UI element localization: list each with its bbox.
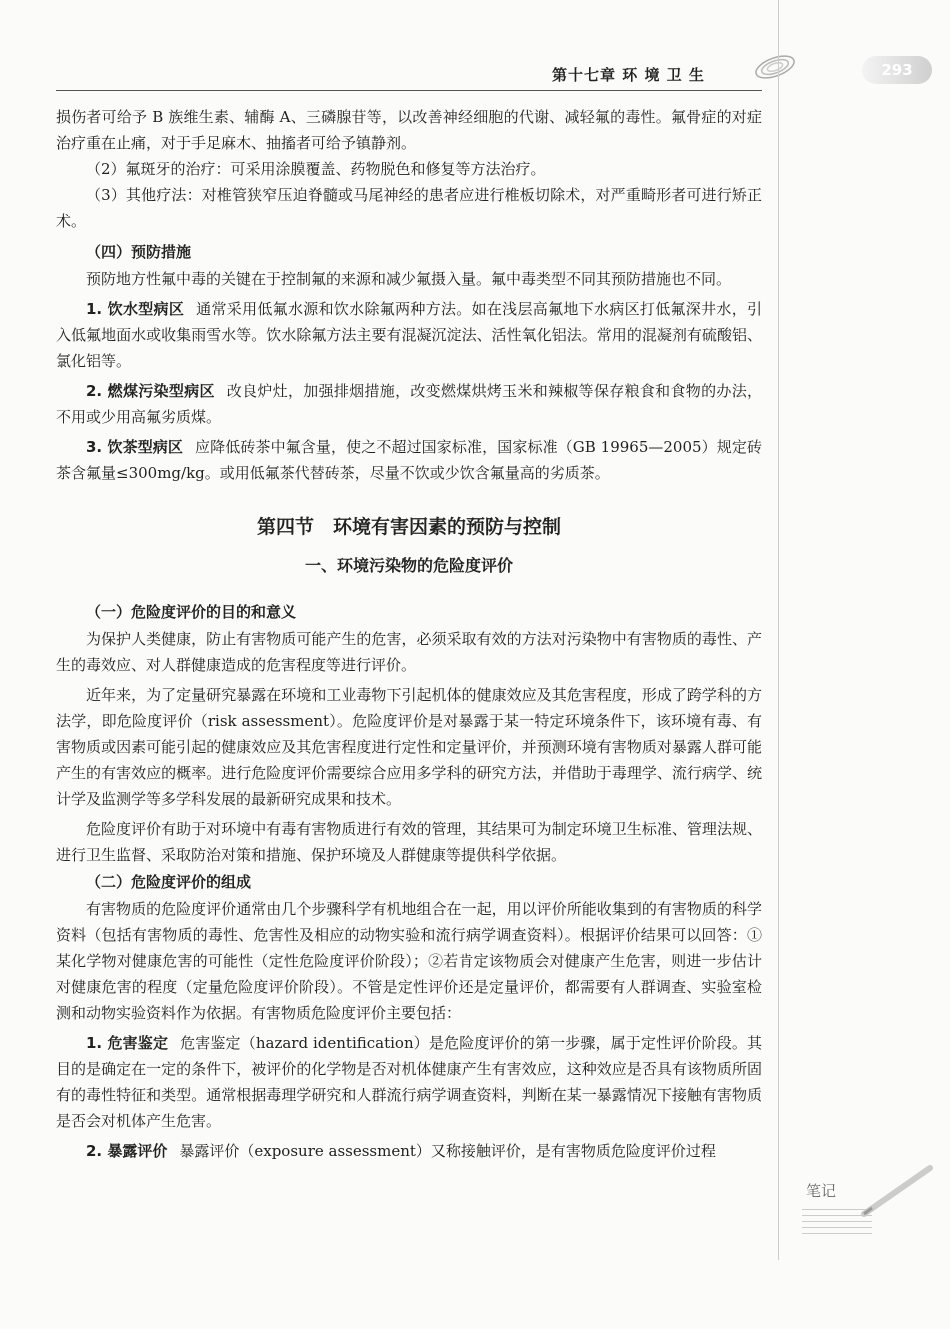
paragraph: 损伤者可给予 B 族维生素、辅酶 A、三磷腺苷等，以改善神经细胞的代谢、减轻氟的毒性。氟骨症的对症治疗重在止痛，对于手足麻木、抽搐者可给予镇静剂。 xyxy=(56,108,762,152)
header-rule xyxy=(56,90,762,91)
heading-components: （二）危险度评价的组成 xyxy=(86,873,252,891)
item-text: 通常采用低氟水源和饮水除氟两种方法。如在浅层高氟地下水病区打低氟深井水，引入低氟地面水或收集雨雪水等。饮水除氟方法主要有混凝沉淀法、活性氧化铝法。常用的混凝剂有硫酸铝、氯化铝等。 xyxy=(56,300,762,370)
subsection-title: 一、环境污染物的危险度评价 xyxy=(304,556,513,575)
margin-rule xyxy=(778,0,779,1260)
item-lead: 1. 饮水型病区 xyxy=(86,300,185,318)
swirl-logo-icon xyxy=(752,44,798,90)
list-item xyxy=(56,296,762,374)
list-item xyxy=(56,1030,762,1134)
item-text: 改良炉灶，加强排烟措施，改变燃煤烘烤玉米和辣椒等保存粮食和食物的办法，不用或少用高氟劣质煤。 xyxy=(56,382,762,426)
list-item xyxy=(56,378,762,430)
page-content xyxy=(56,104,762,1164)
page-number: 293 xyxy=(862,56,932,84)
paragraph: 为保护人类健康，防止有害物质可能产生的危害，必须采取有效的方法对污染物中有害物质的毒性、产生的毒效应、对人群健康造成的危害程度等进行评价。 xyxy=(56,630,762,674)
heading-prevention: （四）预防措施 xyxy=(86,243,192,261)
notes-label: 笔记 xyxy=(806,1182,837,1200)
item-text: 暴露评价（exposure assessment）又称接触评价，是有害物质危险度评价过程 xyxy=(179,1142,716,1160)
paragraph: 预防地方性氟中毒的关键在于控制氟的来源和减少氟摄入量。氟中毒类型不同其预防措施也不同。 xyxy=(86,270,732,288)
item-lead: 2. 燃煤污染型病区 xyxy=(86,382,215,400)
paragraph: 有害物质的危险度评价通常由几个步骤科学有机地组合在一起，用以评价所能收集到的有害物质的科学资料（包括有害物质的毒性、危害性及相应的动物实验和流行病学调查资料）。根据评价结果可以回答：①某化学物对健康危害的可能性（定性危险度评价阶段）；②若肯定该物质会对健康产生危害，则进一步估计对健康危害的程度（定量危险度评价阶段）。不管是定性评价还是定量评价，都需要有人群调查、实验室检测和动物实验资料作为依据。有害物质危险度评价主要包括： xyxy=(56,900,762,1022)
item-lead: 3. 饮茶型病区 xyxy=(86,438,184,456)
chapter-header: 第十七章 环 境 卫 生 xyxy=(552,66,705,84)
list-item xyxy=(56,434,762,486)
notes-margin xyxy=(798,1160,938,1240)
item-text: 危害鉴定（hazard identification）是危险度评价的第一步骤，属于定性评价阶段。其目的是确定在一定的条件下，被评价的化学物是否对机体健康产生有害效应，这种效应是否具有该物质所固有的毒性特征和类型。通常根据毒理学研究和人群流行病学调查资料，判断在某一暴露情况下接触有害物质是否会对机体产生危害。 xyxy=(56,1034,763,1130)
paragraph: 近年来，为了定量研究暴露在环境和工业毒物下引起机体的健康效应及其危害程度，形成了跨学科的方法学，即危险度评价（risk assessment）。危险度评价是对暴露于某一特定环境条件下，该环境有毒、有害物质或因素可能引起的健康效应及其危害程度进行定性和定量评价，并预测环境有害物质对暴露人群可能产生的有害效应的概率。进行危险度评价需要综合应用多学科的研究方法，并借助于毒理学、流行病学、统计学及监测学等多学科发展的最新研究成果和技术。 xyxy=(56,686,762,808)
paragraph: （3）其他疗法：对椎管狭窄压迫脊髓或马尾神经的患者应进行椎板切除术，对严重畸形者可进行矫正术。 xyxy=(56,186,762,230)
heading-purpose: （一）危险度评价的目的和意义 xyxy=(86,603,297,621)
item-lead: 1. 危害鉴定 xyxy=(86,1034,169,1052)
list-item xyxy=(56,1138,762,1164)
item-lead: 2. 暴露评价 xyxy=(86,1142,168,1160)
item-text: 应降低砖茶中氟含量，使之不超过国家标准，国家标准（GB 19965—2005）规定砖茶含氟量≤300mg/kg。或用低氟茶代替砖茶，尽量不饮或少饮含氟量高的劣质茶。 xyxy=(56,438,763,482)
paragraph: （2）氟斑牙的治疗：可采用涂膜覆盖、药物脱色和修复等方法治疗。 xyxy=(86,160,546,178)
section-title: 第四节 环境有害因素的预防与控制 xyxy=(256,516,561,538)
pencil-icon xyxy=(858,1160,938,1220)
paragraph: 危险度评价有助于对环境中有毒有害物质进行有效的管理，其结果可为制定环境卫生标准、管理法规、进行卫生监督、采取防治对策和措施、保护环境及人群健康等提供科学依据。 xyxy=(56,820,762,864)
